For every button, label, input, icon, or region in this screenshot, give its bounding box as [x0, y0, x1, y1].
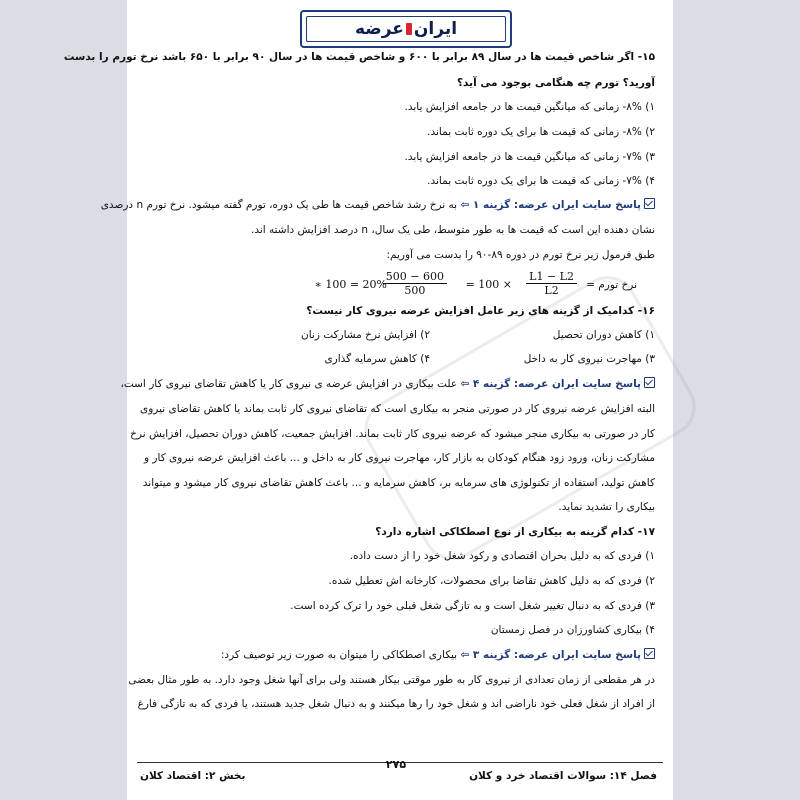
q17-option-4: ۴) بیکاری کشاورزان در فصل زمستان [490, 624, 655, 636]
q16-answer [120, 377, 655, 391]
footer-chapter: فصل ۱۴: سوالات اقتصاد خرد و کلان [469, 770, 657, 782]
checkbox-icon [644, 198, 655, 209]
q15-explanation-2: نشان دهنده این است که قیمت ها به طور متوسط، طی یک سال، n درصد افزایش داشته اند. [250, 224, 655, 236]
q17-option-1: ۱) فردی که به دلیل بحران اقتصادی و رکود شغل خود را از دست داده. [349, 550, 655, 562]
q17-explanation-2: از افراد از شغل فعلی خود ناراضی اند و شغل خود را رها میکنند و به دنبال شغل جدید هستند، یا فردی که به تازگی فارغ [137, 698, 655, 710]
q16-option-4: ۴) کاهش سرمایه گذاری [324, 353, 430, 365]
q17-answer-label: پاسخ سایت ایران عرضه: گزینه ۳ ⇦ [460, 649, 641, 661]
checkbox-icon [644, 377, 655, 388]
q15-option-1: ۱) ۸%- زمانی که میانگین قیمت ها در جامعه افزایش یابد. [404, 101, 655, 113]
q15-title-2: آورید؟ تورم چه هنگامی بوجود می آید؟ [456, 77, 655, 89]
q16-answer-label: پاسخ سایت ایران عرضه: گزینه ۴ ⇦ [460, 378, 641, 390]
q15-answer-text: به نرخ رشد شاخص قیمت ها طی یک دوره، تورم گفته میشود. نرخ تورم n درصدی [100, 199, 461, 211]
q15-option-4: ۴) ۷%- زمانی که قیمت ها برای یک دوره ثابت بماند. [427, 175, 655, 187]
formula-label: نرخ تورم = [586, 279, 637, 291]
q15-answer [100, 198, 655, 212]
q17-answer-text: بیکاری اصطکاکی را میتوان به صورت زیر توصیف کرد: [220, 649, 461, 661]
q15-option-2: ۲) ۸%- زمانی که قیمت ها برای یک دوره ثابت بماند. [427, 126, 655, 138]
q16-option-2: ۲) افزایش نرخ مشارکت زنان [300, 329, 430, 341]
logo-mark-icon [406, 23, 412, 35]
q16-explanation-2: کار در صورتی به بیکاری منجر میشود که عرضه نیروی کار ثابت بماند. افزایش جمعیت، کاهش دوران تحصیل، افزایش نرخ [130, 428, 655, 440]
q16-option-3: ۳) مهاجرت نیروی کار به داخل [523, 353, 655, 365]
q15-answer-label: پاسخ سایت ایران عرضه: گزینه ۱ ⇦ [460, 199, 641, 211]
q17-explanation-1: در هر مقطعی از زمان تعدادی از نیروی کار به طور موقتی بیکار هستند ولی برای آنها شغل وجود دارد. به طور مثال بعضی [128, 674, 655, 686]
formula-den-2: 500 [404, 284, 426, 297]
q17-option-2: ۲) فردی که به دلیل کاهش تقاضا برای محصولات، کارخانه اش تعطیل شده. [328, 575, 655, 587]
q15-explanation-3: طبق فرمول زیر نرخ تورم در دوره ۸۹-۹۰ را بدست می آوریم: [386, 249, 655, 261]
q16-explanation-5: بیکاری را تشدید نماید. [558, 501, 655, 513]
q16-explanation-3: مشارکت زنان، ورود زود هنگام کودکان به بازار کار، مهاجرت نیروی کار به داخل و ... باعث افزایش عرضه نیروی کار و [144, 452, 655, 464]
formula-num-1: L1 − L2 [526, 270, 577, 284]
q17-title: ۱۷- کدام گزینه به بیکاری از نوع اصطکاکی اشاره دارد؟ [375, 526, 655, 538]
footer-section: بخش ۲: اقتصاد کلان [140, 770, 246, 782]
q17-answer [143, 648, 655, 662]
q16-explanation-1: البته افزایش عرضه نیروی کار در صورتی منجر به بیکاری است که تقاضای نیروی کار ثابت بماند یا کاهش تقاضای نیروی [140, 403, 655, 415]
q16-options-row-2 [143, 352, 655, 366]
q16-title: ۱۶- کدامیک از گزینه های زیر عامل افزایش عرضه نیروی کار نیست؟ [306, 305, 655, 317]
document-page [63, 0, 673, 800]
logo-text-2: عرضه [354, 19, 404, 39]
q16-option-1: ۱) کاهش دوران تحصیل [552, 329, 655, 341]
left-margin [0, 0, 127, 800]
q15-title-1: ۱۵- اگر شاخص قیمت ها در سال ۸۹ برابر با ۶۰۰ و شاخص قیمت ها در سال ۹۰ برابر با ۶۵۰ باشد نرخ تورم را بدست [63, 51, 655, 63]
formula-den-1: L2 [544, 284, 559, 297]
page-number: ۲۷۵ [385, 758, 407, 771]
formula-times-100: × 100 = [465, 278, 512, 291]
formula-fraction-2 [383, 270, 447, 297]
formula-fraction-1 [526, 270, 577, 297]
q15-option-3: ۳) ۷%- زمانی که میانگین قیمت ها در جامعه افزایش یابد. [404, 151, 655, 163]
site-logo [300, 10, 512, 48]
logo-text-1: ایران [413, 19, 458, 39]
q16-explanation-4: کاهش تولید، استفاده از تکنولوژی های سرمایه بر، کاهش سرمایه و ... باعث کاهش تقاضای نیروی کار میشود و میتواند [142, 477, 655, 489]
inflation-formula [277, 266, 637, 304]
q17-option-3: ۳) فردی که به دنبال تغییر شغل است و به تازگی شغل قبلی خود را ترک کرده است. [290, 600, 655, 612]
q16-answer-text: علت بیکاری در افزایش عرضه ی نیروی کار یا کاهش تقاضای نیروی کار است، [120, 378, 461, 390]
formula-num-2: 600 − 500 [383, 270, 447, 284]
formula-result: ∗ 100 = 20% [314, 278, 387, 291]
checkbox-icon [644, 648, 655, 659]
q16-options-row-1 [143, 328, 655, 342]
